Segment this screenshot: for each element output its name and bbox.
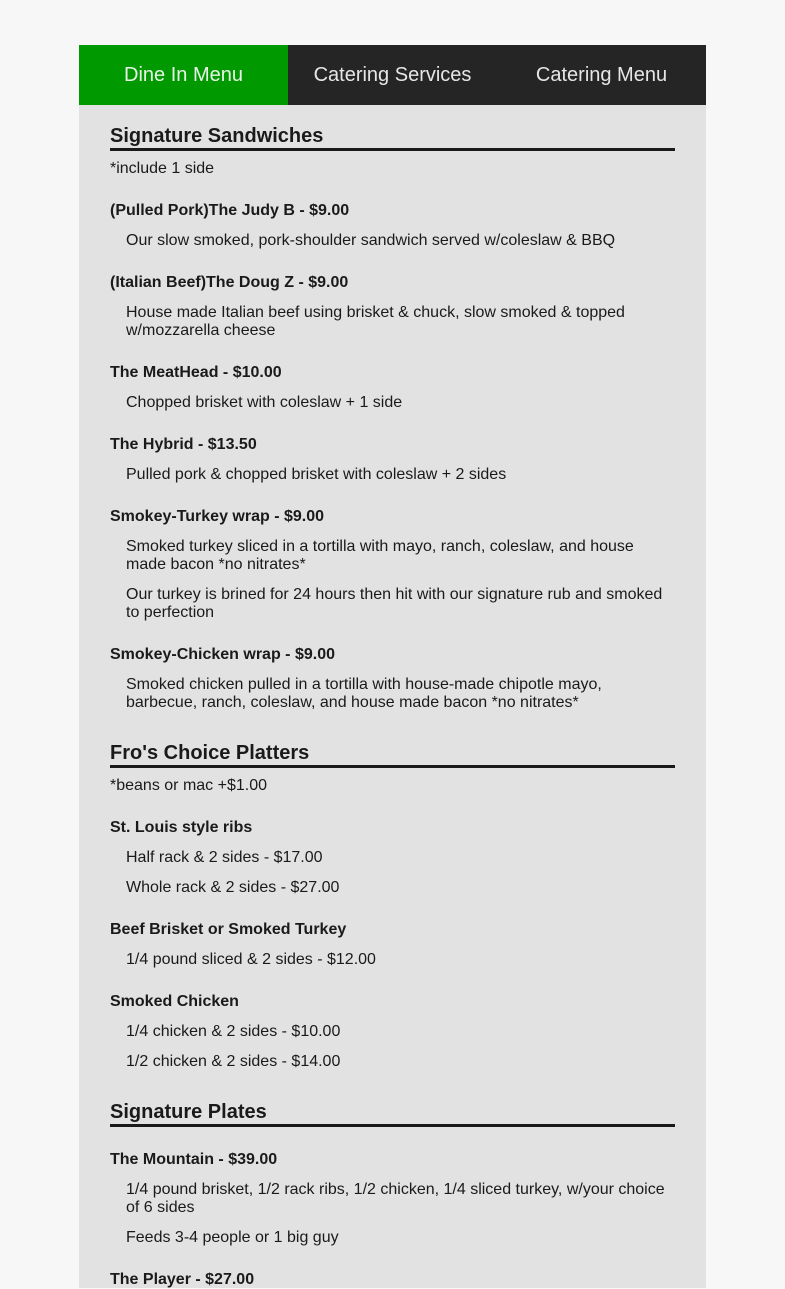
menu-item-title: The Player - $27.00 bbox=[110, 1271, 255, 1288]
menu-item-description: House made Italian beef using brisket & chuck, slow smoked & topped w/mozzarella cheese bbox=[126, 304, 625, 339]
tab-catering-services[interactable]: Catering Services bbox=[313, 64, 472, 86]
section-note: *include 1 side bbox=[110, 160, 215, 177]
tab-catering-menu[interactable]: Catering Menu bbox=[535, 64, 668, 86]
tab-dine-in-menu[interactable]: Dine In Menu bbox=[79, 45, 288, 105]
menu-item-description: Chopped brisket with coleslaw + 1 side bbox=[126, 394, 403, 411]
menu-item bbox=[110, 364, 675, 412]
section-title: Signature Sandwiches bbox=[110, 125, 675, 151]
menu-item-description: 1/2 chicken & 2 sides - $14.00 bbox=[126, 1053, 341, 1070]
menu-item bbox=[110, 274, 675, 340]
menu-item bbox=[110, 993, 675, 1071]
menu-section bbox=[110, 125, 675, 712]
menu-item-title: Smoked Chicken bbox=[110, 993, 239, 1010]
menu-item-description: Whole rack & 2 sides - $27.00 bbox=[126, 879, 340, 896]
menu-item-description: 1/4 pound sliced & 2 sides - $12.00 bbox=[126, 951, 376, 968]
section-title: Fro's Choice Platters bbox=[110, 742, 675, 768]
section-title: Signature Plates bbox=[110, 1101, 675, 1127]
menu-item-description: Smoked turkey sliced in a tortilla with mayo, ranch, coleslaw, and house made bacon *no nitrates* bbox=[126, 538, 634, 573]
menu-item-description: 1/4 chicken & 2 sides - $10.00 bbox=[126, 1023, 341, 1040]
menu-item-description: Smoked chicken pulled in a tortilla with house-made chipotle mayo, barbecue, ranch, coleslaw, and house made bacon *no nitrates* bbox=[126, 676, 602, 711]
menu-item-title: (Italian Beef)The Doug Z - $9.00 bbox=[110, 274, 349, 291]
menu-item-title: Beef Brisket or Smoked Turkey bbox=[110, 921, 347, 938]
section-note: *beans or mac +$1.00 bbox=[110, 777, 267, 794]
menu-item-title: Smokey-Turkey wrap - $9.00 bbox=[110, 508, 325, 525]
menu-item-title: Smokey-Chicken wrap - $9.00 bbox=[110, 646, 335, 663]
menu-item bbox=[110, 819, 675, 897]
menu-content bbox=[79, 105, 706, 1289]
menu-item bbox=[110, 921, 675, 969]
menu-section bbox=[110, 1101, 675, 1289]
menu-item bbox=[110, 202, 675, 250]
menu-tabs bbox=[79, 45, 706, 105]
menu-item-title: (Pulled Pork)The Judy B - $9.00 bbox=[110, 202, 350, 219]
menu-page bbox=[79, 45, 706, 1288]
menu-item-description: 1/4 pound brisket, 1/2 rack ribs, 1/2 chicken, 1/4 sliced turkey, w/your choice of 6 sides bbox=[126, 1181, 665, 1216]
menu-item-description: Our slow smoked, pork-shoulder sandwich served w/coleslaw & BBQ bbox=[126, 232, 616, 249]
menu-item-title: The MeatHead - $10.00 bbox=[110, 364, 282, 381]
menu-item-title: The Mountain - $39.00 bbox=[110, 1151, 278, 1168]
menu-item-description: Half rack & 2 sides - $17.00 bbox=[126, 849, 323, 866]
menu-item bbox=[110, 436, 675, 484]
menu-item-title: The Hybrid - $13.50 bbox=[110, 436, 257, 453]
menu-item bbox=[110, 1271, 675, 1289]
menu-item-description: Pulled pork & chopped brisket with coleslaw + 2 sides bbox=[126, 466, 507, 483]
menu-item-title: St. Louis style ribs bbox=[110, 819, 253, 836]
menu-item-description: Our turkey is brined for 24 hours then hit with our signature rub and smoked to perfection bbox=[126, 586, 663, 621]
menu-item-description: Feeds 3-4 people or 1 big guy bbox=[126, 1229, 339, 1246]
menu-section bbox=[110, 742, 675, 1071]
menu-item bbox=[110, 1151, 675, 1247]
menu-item bbox=[110, 646, 675, 712]
menu-item bbox=[110, 508, 675, 622]
